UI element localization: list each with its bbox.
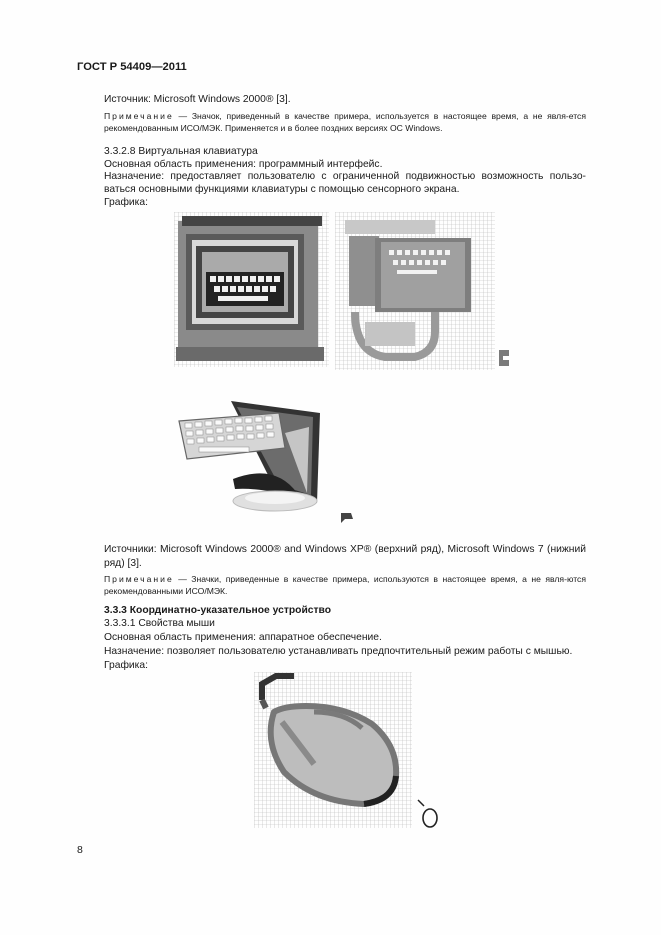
virtual-keyboard-win2000-icon [174, 212, 329, 367]
page-number: 8 [77, 844, 83, 856]
document-header: ГОСТ Р 54409—2011 [77, 61, 187, 73]
scope-text: Основная область применения: программный интерфейс. [104, 159, 383, 170]
scope-text: Основная область применения: аппаратное обеспечение. [104, 632, 382, 643]
note-1 [104, 111, 586, 134]
section-heading-pointing-device: 3.3.3 Координатно-указательное устройство [104, 605, 332, 616]
note-label: Примечание [104, 111, 174, 121]
source-text-1: Источник: Microsoft Windows 2000® [3]. [104, 94, 291, 105]
note-2 [104, 574, 586, 597]
graphics-label: Графика: [104, 197, 148, 208]
note-text: — Значки, приведенные в качестве примера, используются в настоящее время, а не явля-ются рекомендованными ИСО/МЭК. [104, 574, 586, 596]
sources-text-2: Источники: Microsoft Windows 2000® and Windows XP® (верхний ряд), Microsoft Windows 7 (нижний ряд) [3]. [104, 544, 586, 569]
section-heading-virtual-keyboard: 3.3.2.8 Виртуальная клавиатура [104, 146, 258, 157]
virtual-keyboard-winxp-icon [335, 212, 515, 370]
purpose-text: Назначение: предоставляет пользователю с ограниченной подвижностью возможность пользо-ваться основными функциями клавиатуры с помощью сенсорного экрана. [104, 171, 586, 195]
virtual-keyboard-win7-icon [175, 393, 360, 528]
subsection-heading-mouse-properties: 3.3.3.1 Свойства мыши [104, 618, 215, 629]
note-text: — Значок, приведенный в качестве примера, используется в настоящее время, а не явля-ется рекомендованным ИСО/МЭК. Применяется и в более поздних версиях ОС Windows. [104, 111, 586, 133]
graphics-label: Графика: [104, 660, 148, 671]
mouse-properties-icon [254, 672, 444, 832]
purpose-text: Назначение: позволяет пользователю устанавливать предпочтительный режим работы с мышью. [104, 646, 573, 657]
note-label: Примечание [104, 574, 174, 584]
